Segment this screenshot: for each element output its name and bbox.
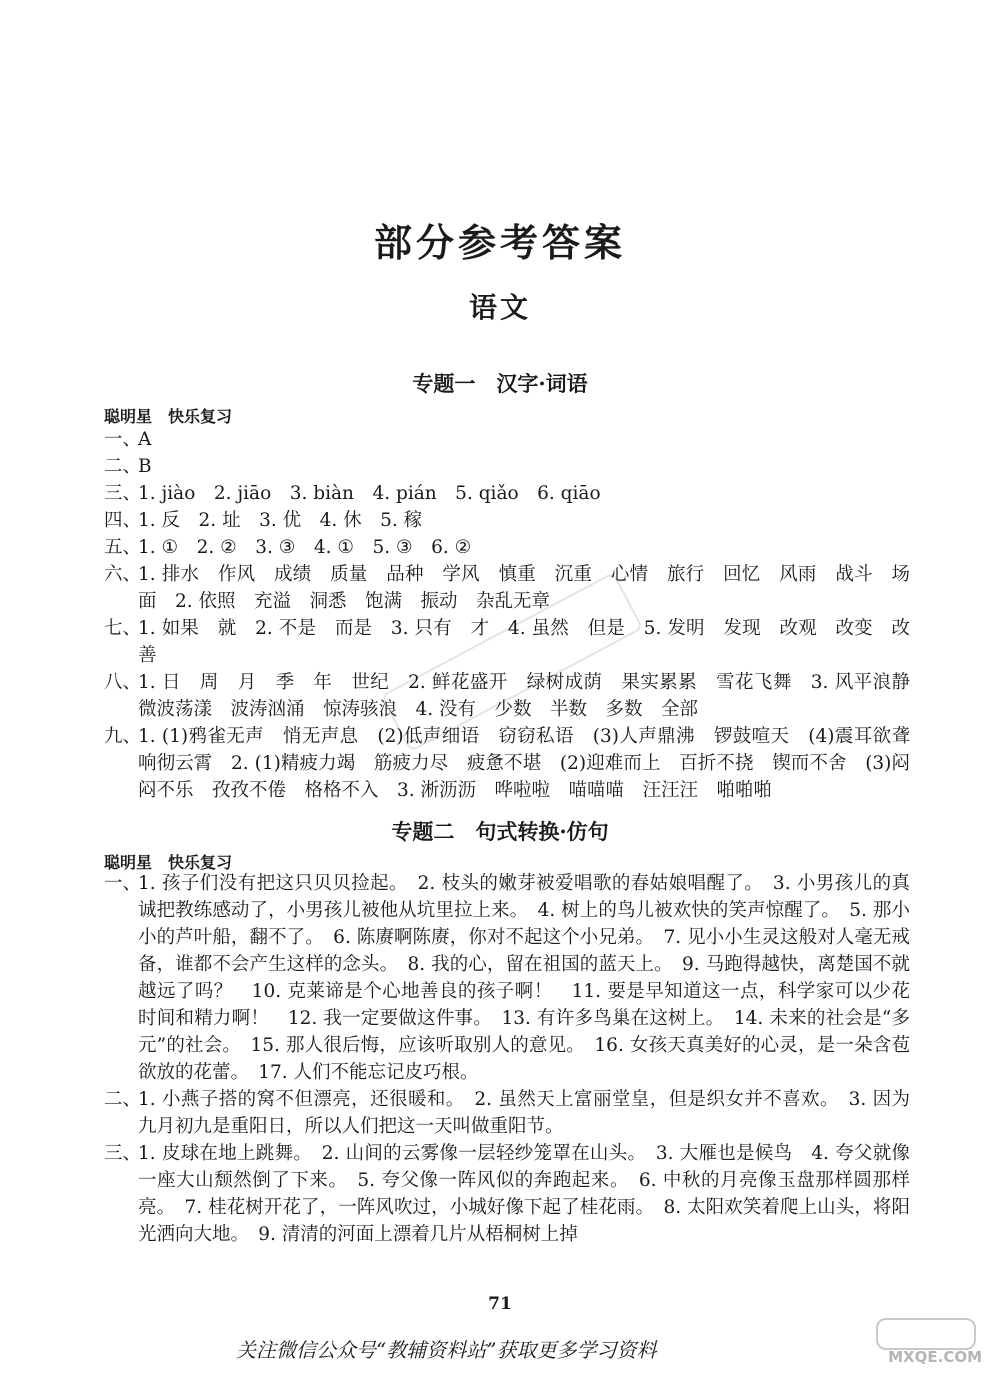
answer-item (104, 723, 929, 804)
answer-item (104, 870, 910, 1086)
item-number: 一、 (104, 873, 142, 894)
topic-1-title: 专题一 汉字·词语 (412, 371, 588, 396)
watermark-text: MXQE.COM (888, 1348, 982, 1366)
topic-2-title: 专题二 句式转换·仿句 (391, 819, 609, 844)
page-title: 部分参考答案 (373, 220, 626, 265)
subject-title: 语文 (468, 291, 531, 324)
item-number: 一、 (104, 429, 142, 450)
item-number: 五、 (104, 537, 142, 558)
item-text: A (138, 429, 152, 450)
item-number: 九、 (104, 726, 142, 747)
item-number: 七、 (104, 618, 142, 639)
answer-item (104, 507, 910, 534)
item-number: 三、 (104, 1143, 142, 1164)
answer-item (104, 561, 910, 615)
item-text: 1. 如果 就 2. 不是 而是 3. 只有 才 4. 虽然 但是 5. 发明 发现 改观 改变 改善 (138, 618, 910, 666)
site-watermark-logo (870, 1318, 982, 1368)
page-number: 71 (488, 1294, 512, 1314)
topic-1-answers (104, 426, 929, 804)
footer-promo-text: 关注微信公众号“教辅资料站”获取更多学习资料 (236, 1338, 657, 1362)
item-number: 二、 (104, 1089, 142, 1110)
item-text: 1. (1)鸦雀无声 悄无声息 (2)低声细语 窃窃私语 (3)人声鼎沸 锣鼓喧天 (4)震耳欲聋 响彻云霄 2. (1)精疲力竭 筋疲力尽 疲惫不堪 (2)迎难而上 百折不挠 锲而不舍 (3)闷闷不乐 孜孜不倦 格格不入 3. 淅沥沥 哗啦啦 喵喵喵 汪汪汪 啪啪啪 (138, 726, 929, 801)
item-text: B (138, 456, 152, 477)
item-text: 1. 小燕子搭的窝不但漂亮，还很暖和。 2. 虽然天上富丽堂皇，但是织女并不喜欢。 3. 因为九月初九是重阳日，所以人们把这一天叫做重阳节。 (138, 1089, 910, 1137)
item-number: 六、 (104, 564, 142, 585)
item-text: 1. 反 2. 址 3. 优 4. 休 5. 稼 (138, 510, 423, 531)
topic-2-answers (104, 870, 910, 1248)
answer-item (104, 1086, 910, 1140)
answer-item (104, 669, 929, 723)
answer-item (104, 615, 910, 669)
item-text: 1. 皮球在地上跳舞。 2. 山间的云雾像一层轻纱笼罩在山头。 3. 大雁也是候鸟 4. 夸父就像一座大山颓然倒了下来。 5. 夸父像一阵风似的奔跑起来。 6. 中秋的月亮像玉盘那样圆那样亮。 7. 桂花树开花了，一阵风吹过，小城好像下起了桂花雨。 8. 太阳欢笑着爬上山头，将阳光洒向大地。 9. 清清的河面上漂着几片从梧桐树上掉 (138, 1143, 910, 1245)
answer-item (104, 1140, 910, 1248)
item-number: 八、 (104, 672, 142, 693)
item-text: 1. ① 2. ② 3. ③ 4. ① 5. ③ 6. ② (138, 537, 472, 558)
topic-1-section-label: 聪明星 快乐复习 (104, 407, 233, 426)
item-text: 1. 日 周 月 季 年 世纪 2. 鲜花盛开 绿树成荫 果实累累 雪花飞舞 3. 风平浪静 微波荡漾 波涛汹涌 惊涛骇浪 4. 没有 少数 半数 多数 全部 (138, 672, 929, 720)
answer-item (104, 480, 910, 507)
item-text: 1. 孩子们没有把这只贝贝捡起。 2. 枝头的嫩芽被爱唱歌的春姑娘唱醒了。 3. 小男孩儿的真诚把教练感动了，小男孩儿被他从坑里拉上来。 4. 树上的鸟儿被欢快的笑声惊醒了。 5. 那小小的芦叶船，翻不了。 6. 陈赓啊陈赓，你对不起这个小兄弟。 7. 见小小生灵这般对人毫无戒备，谁都不会产生这样的念头。 8. 我的心，留在祖国的蓝天上。 9. 马跑得越快，离楚国不就越远了吗？ 10. 克莱谛是个心地善良的孩子啊！ 11. 要是早知道这一点，科学家可以少花时间和精力啊！ 12. 我一定要做这件事。 13. 有许多鸟巢在这树上。 14. 未来的社会是“多元”的社会。 15. 那人很后悔，应该听取别人的意见。 16. 女孩天真美好的心灵，是一朵含苞欲放的花蕾。 17. 人们不能忘记皮巧根。 (138, 873, 910, 1083)
watermark-shape (876, 1318, 976, 1350)
answer-item (104, 426, 910, 453)
topic-2-section-label: 聪明星 快乐复习 (104, 853, 233, 872)
item-number: 二、 (104, 456, 142, 477)
item-number: 四、 (104, 510, 142, 531)
item-text: 1. 排水 作风 成绩 质量 品种 学风 慎重 沉重 心情 旅行 回忆 风雨 战斗 场面 2. 依照 充溢 洞悉 饱满 振动 杂乱无章 (138, 564, 910, 612)
answer-item (104, 534, 910, 561)
answer-item (104, 453, 910, 480)
item-text: 1. jiào 2. jiāo 3. biàn 4. pián 5. qiǎo 6. qiāo (138, 483, 601, 504)
item-number: 三、 (104, 483, 142, 504)
